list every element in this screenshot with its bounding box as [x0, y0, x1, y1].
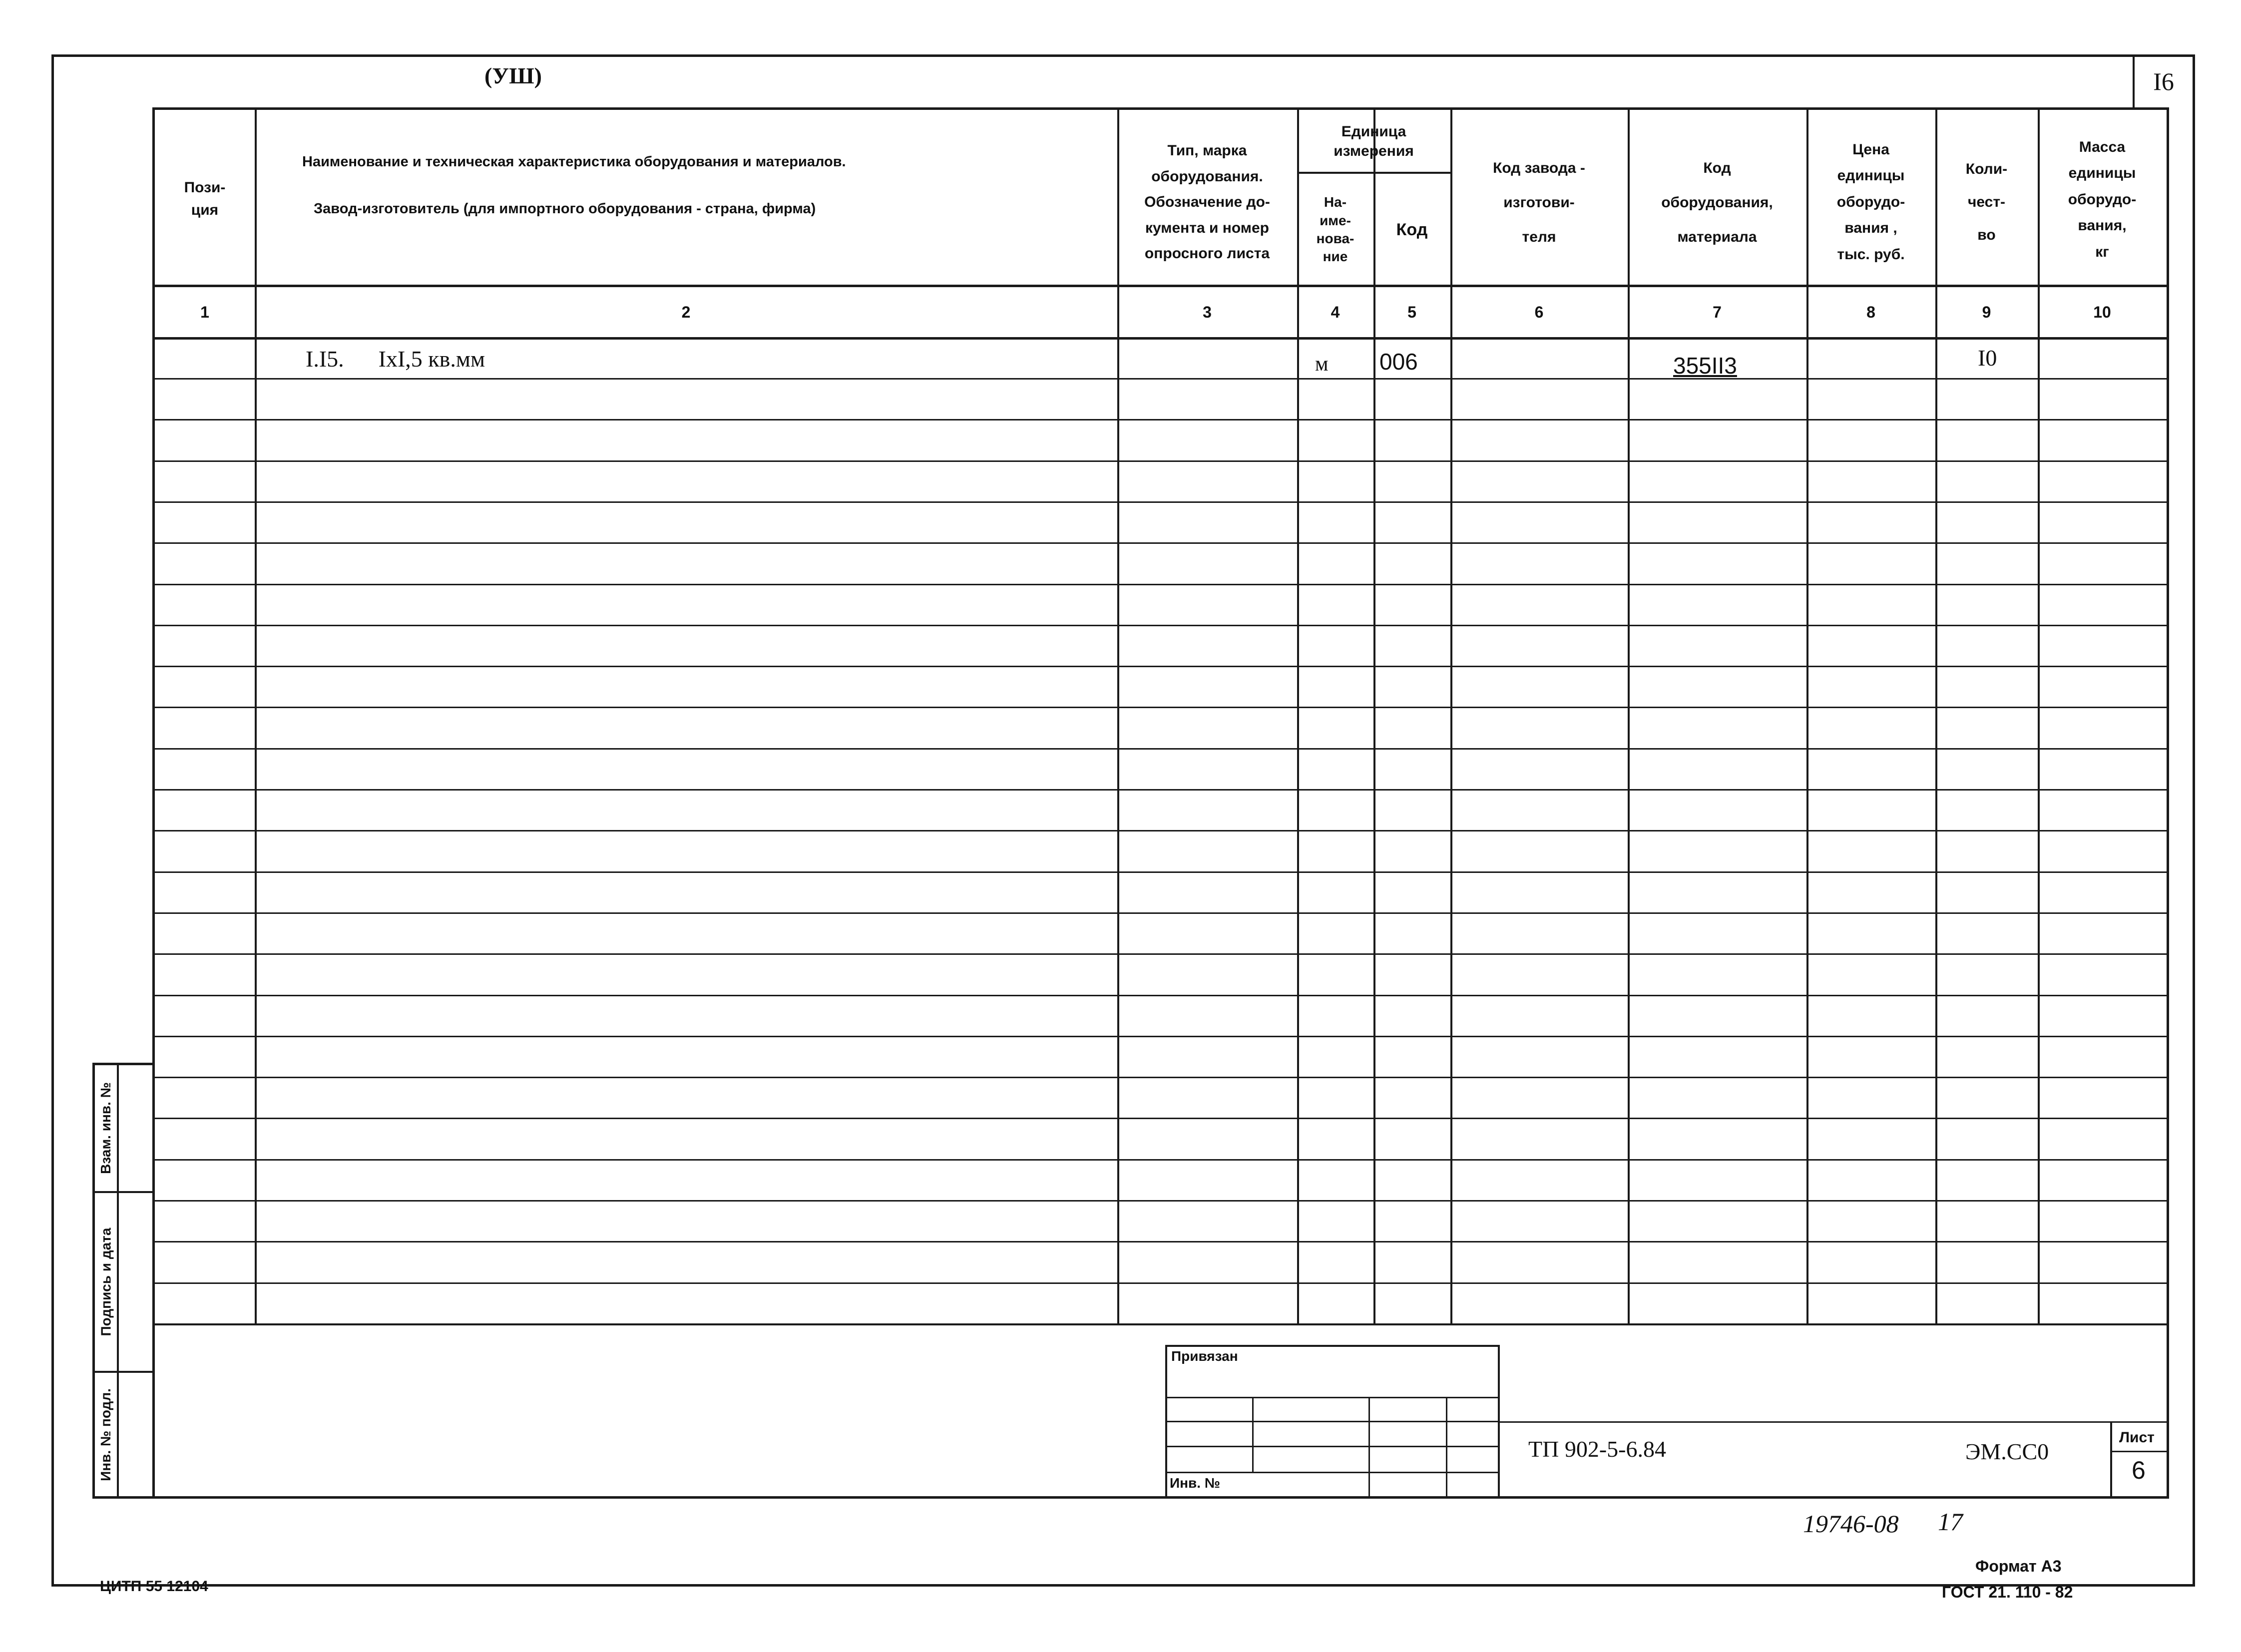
- table-grid-line: [155, 1036, 2168, 1037]
- table-grid-line: [155, 789, 2168, 791]
- archive-number: 19746-08: [1803, 1510, 1899, 1538]
- title-doc-code: ТП 902-5-6.84: [1528, 1436, 1666, 1462]
- title-sheet-label: Лист: [2119, 1429, 2155, 1446]
- stamp-signature-date: Подпись и дата: [98, 1228, 114, 1336]
- title-mark: ЭМ.СС0: [1965, 1439, 2049, 1464]
- table-grid-line: [155, 584, 2168, 585]
- title-inv-no: Инв. №: [1170, 1475, 1221, 1491]
- column-number: 4: [1331, 303, 1340, 321]
- column-number: 6: [1534, 303, 1544, 321]
- table-grid-line: [155, 460, 2168, 462]
- table-grid-line: [155, 1241, 2168, 1242]
- corner-page-number: I6: [2153, 67, 2174, 95]
- column-number: 3: [1203, 303, 1212, 321]
- archive-sheet: 17: [1938, 1508, 1963, 1536]
- column-number: 1: [200, 303, 209, 321]
- section-mark: (УШ): [484, 63, 542, 88]
- table-grid-line: [155, 912, 2168, 914]
- table-grid-line: [155, 1159, 2168, 1161]
- column-number: 5: [1407, 303, 1416, 321]
- table-grid-line: [1297, 172, 1450, 174]
- table-grid-line: [155, 707, 2168, 708]
- print-reference: ЦИТП 55 12104: [100, 1578, 208, 1595]
- format-label: Формат А3: [1975, 1557, 2062, 1575]
- outer-frame-right: [2193, 54, 2195, 1587]
- table-grid-line: [155, 1077, 2168, 1078]
- row-unit: м: [1315, 353, 1329, 376]
- header-plant-code: Код завода - изготови- теля: [1493, 159, 1585, 245]
- header-name-line1: Наименование и техническая характеристика оборудования и материалов.: [302, 154, 846, 170]
- table-grid-line: [155, 871, 2168, 873]
- table-grid-line: [155, 1323, 2168, 1325]
- title-sheet-number: 6: [2132, 1456, 2146, 1484]
- table-grid-line: [155, 542, 2168, 544]
- row-unit-code: 006: [1379, 349, 1418, 375]
- inner-frame-bottom: [92, 1496, 2169, 1499]
- column-number: 10: [2093, 303, 2111, 321]
- header-equipment-code: Код оборудования, материала: [1661, 159, 1773, 245]
- header-mass: Масса единицы оборудо- вания, кг: [2068, 138, 2137, 260]
- row-name: I.I5. IxI,5 кв.мм: [306, 346, 485, 372]
- column-number: 9: [1982, 303, 1991, 321]
- column-number: 7: [1713, 303, 1722, 321]
- table-grid-line: [155, 953, 2168, 955]
- table-grid-line: [155, 666, 2168, 667]
- table-grid-line: [155, 501, 2168, 503]
- header-unit-code: Код: [1396, 220, 1428, 239]
- table-grid-line: [155, 1282, 2168, 1284]
- outer-frame-left: [51, 54, 54, 1587]
- header-name-line2: Завод-изготовитель (для импортного оборудования - страна, фирма): [314, 201, 816, 217]
- header-unit-name: На- име- нова- ние: [1316, 194, 1354, 265]
- table-grid-line: [155, 378, 2168, 380]
- table-grid-line: [155, 995, 2168, 996]
- table-grid-line: [155, 625, 2168, 626]
- table-grid-line: [155, 1200, 2168, 1202]
- table-grid-line: [155, 337, 2168, 340]
- table-grid-line: [155, 748, 2168, 750]
- column-number: 2: [681, 303, 691, 321]
- table-grid-line: [155, 419, 2168, 420]
- inner-frame-top: [152, 107, 2167, 110]
- row-quantity: I0: [1978, 345, 1997, 371]
- stamp-inv-podl: Инв. № подл.: [98, 1388, 114, 1481]
- stamp-vzam-inv: Взам. инв. №: [98, 1082, 114, 1174]
- outer-frame-top: [51, 54, 2195, 57]
- outer-frame-bottom: [51, 1584, 2195, 1587]
- table-grid-line: [155, 1118, 2168, 1119]
- row-equipment-code: 355II3: [1673, 353, 1737, 379]
- title-privyazan: Привязан: [1171, 1348, 1238, 1364]
- header-unit-group: Единица измерения: [1334, 123, 1414, 159]
- column-number: 8: [1866, 303, 1875, 321]
- header-price: Цена единицы оборудо- вания , тыс. руб.: [1836, 141, 1905, 263]
- table-grid-line: [155, 830, 2168, 831]
- gost-label: ГОСТ 21. 110 - 82: [1942, 1583, 2073, 1601]
- header-type: Тип, марка оборудования. Обозначение до- кумента и номер опросного листа: [1144, 142, 1270, 262]
- inner-frame-right: [2167, 107, 2169, 1498]
- header-position: Пози- ция: [184, 179, 226, 218]
- header-quantity: Коли- чест- во: [1965, 161, 2008, 243]
